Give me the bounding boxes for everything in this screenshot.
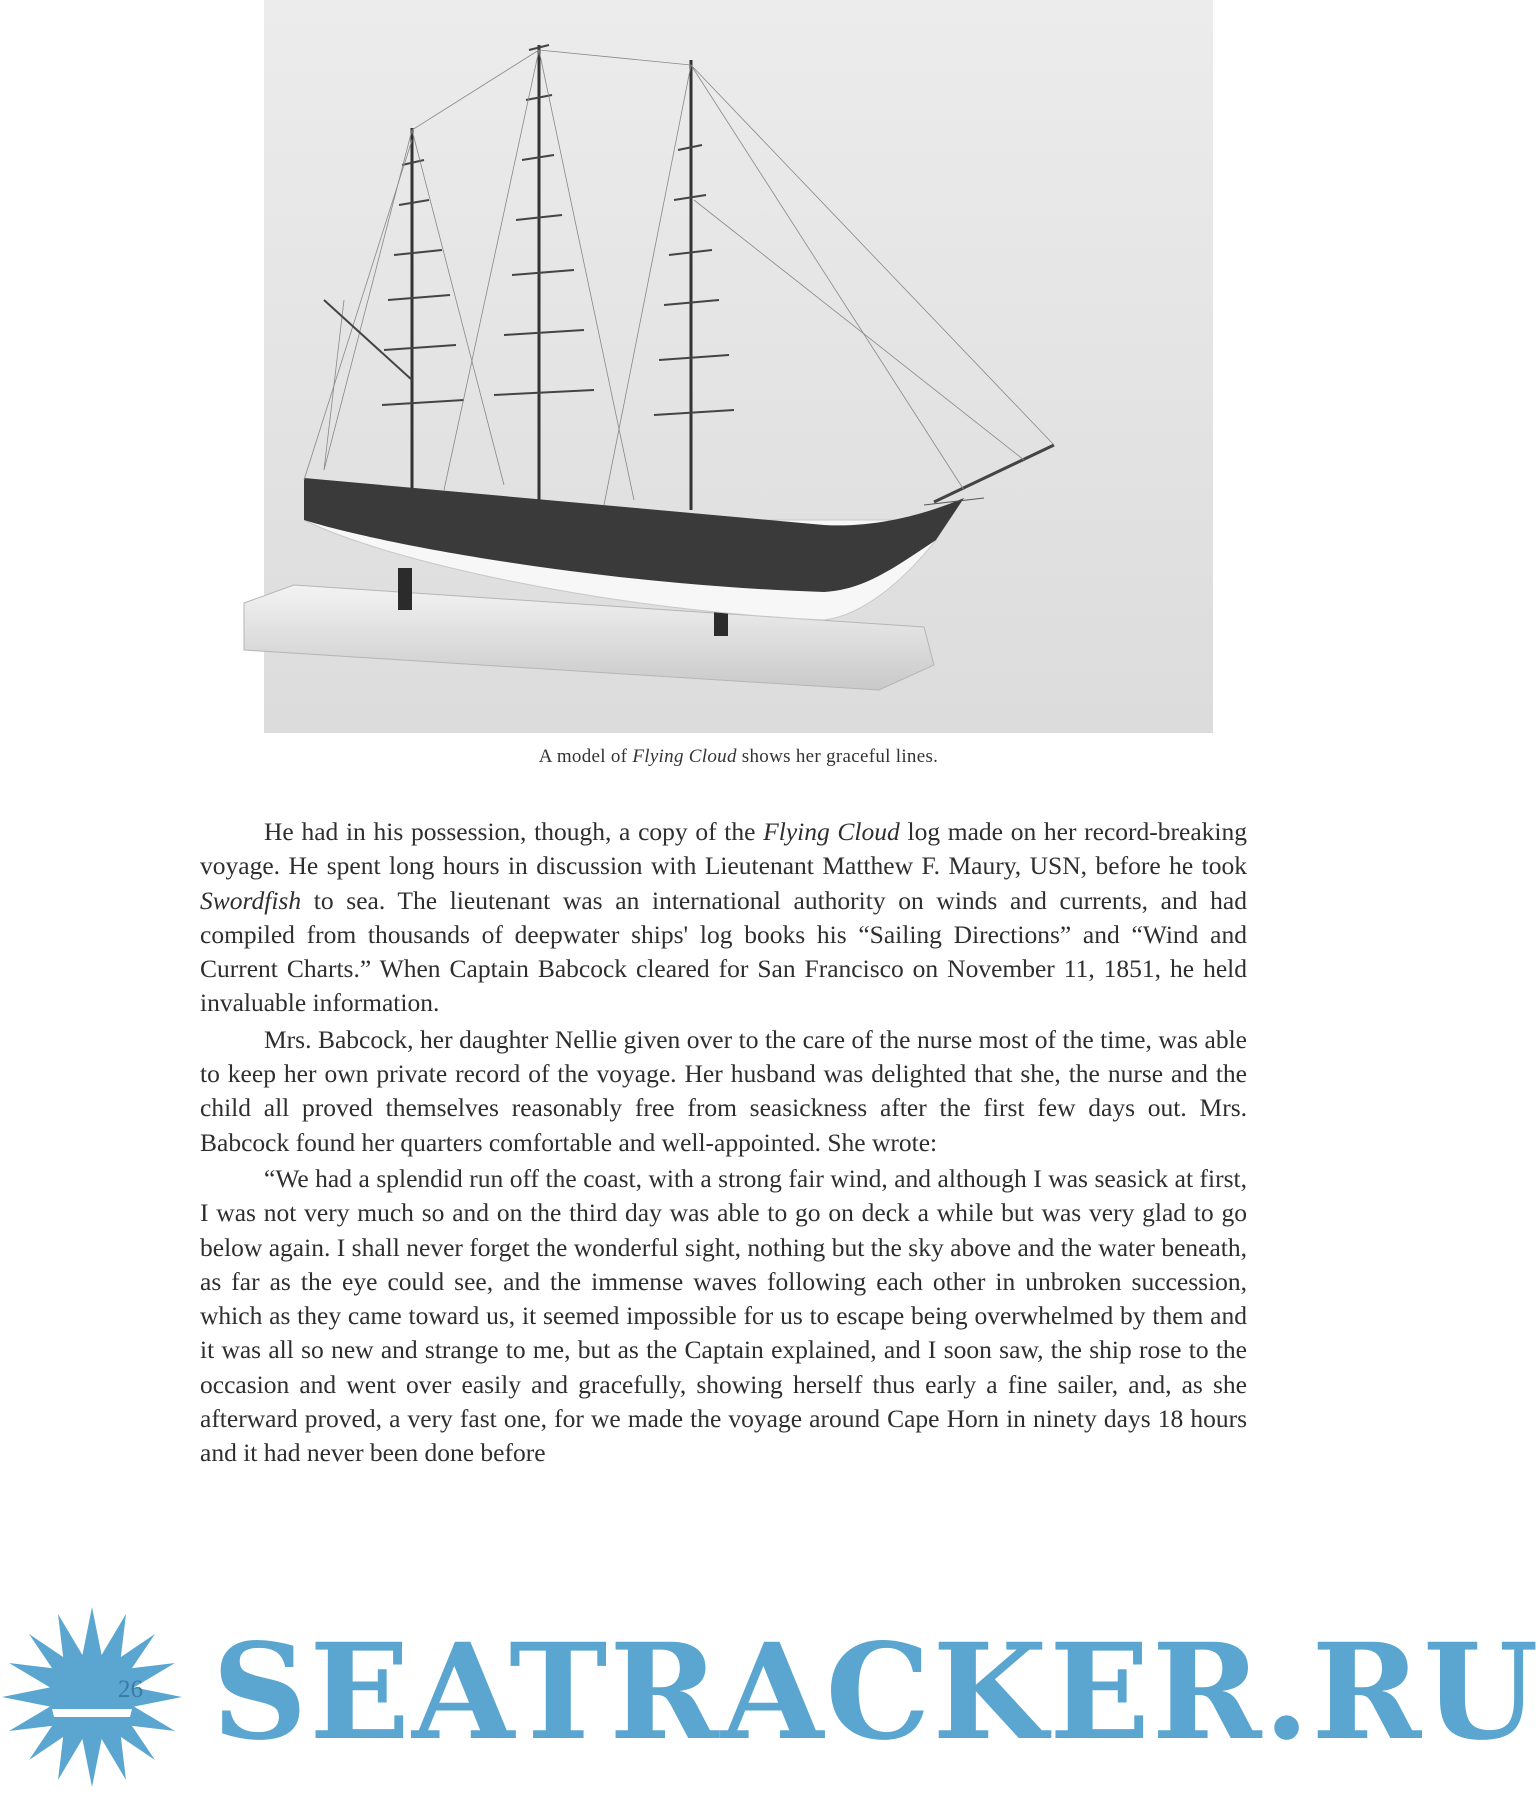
ship-model-illustration (264, 0, 1213, 733)
caption-ship-name: Flying Cloud (632, 746, 737, 767)
watermark-text: SEATRACKER.RU (212, 1615, 1540, 1770)
figure-caption (264, 746, 1213, 768)
caption-text-suffix: shows her graceful lines. (736, 746, 939, 767)
page-number: 26 (118, 1676, 143, 1703)
paragraph-1-ship-name: Flying Cloud (763, 817, 900, 846)
body-text (200, 815, 1247, 1473)
paragraph-1-part-e: to sea. The lieutenant was an international authority on winds and currents, and had compiled from thousands of deepwater ships' log books his “Sailing Directions” and “Wind and Current Charts.” When Captain Babcock cleared for San Francisco on November 11, 1851, he held invaluable information. (200, 885, 1247, 1018)
paragraph-1-part-c: log made on her record-breaking voyage. He spent long hours in discussion with Lieutenant Matthew F. Maury, USN, before he took (200, 817, 1247, 881)
caption-text-prefix: A model of (538, 746, 633, 767)
paragraph-2: Mrs. Babcock, her daughter Nellie given over to the care of the nurse most of the time, was able to keep her own private record of the voyage. Her husband was delighted that she, the nurse and the child all proved themselves reasonably free from seasickness after the first few days out. Mrs. Babcock found her quarters comfortable and well-appointed. She wrote: (200, 1024, 1247, 1157)
paragraph-1-part-a: He had in his possession, though, a copy of the (264, 817, 764, 846)
paragraph-1 (200, 815, 1247, 1021)
paragraph-1-swordfish: Swordfish (200, 885, 302, 915)
paragraph-3: “We had a splendid run off the coast, with a strong fair wind, and although I was seasick at first, I was not very much so and on the third day was able to go on deck a while but was very glad to go below again. I shall never forget the wonderful sight, nothing but the sky above and the water beneath, as far as the eye could see, and the immense waves following each other in unbroken succession, which as they came toward us, it seemed impossible for us to escape being overwhelmed by them and it was all so new and strange to me, but as the Captain explained, and I soon saw, the ship rose to the occasion and went over easily and gracefully, showing herself thus early a fine sailer, and, as she afterward proved, a very fast one, for we made the voyage around Cape Horn in ninety days 18 hours and it had never been done before (200, 1163, 1247, 1468)
ship-model-photo (264, 0, 1213, 733)
